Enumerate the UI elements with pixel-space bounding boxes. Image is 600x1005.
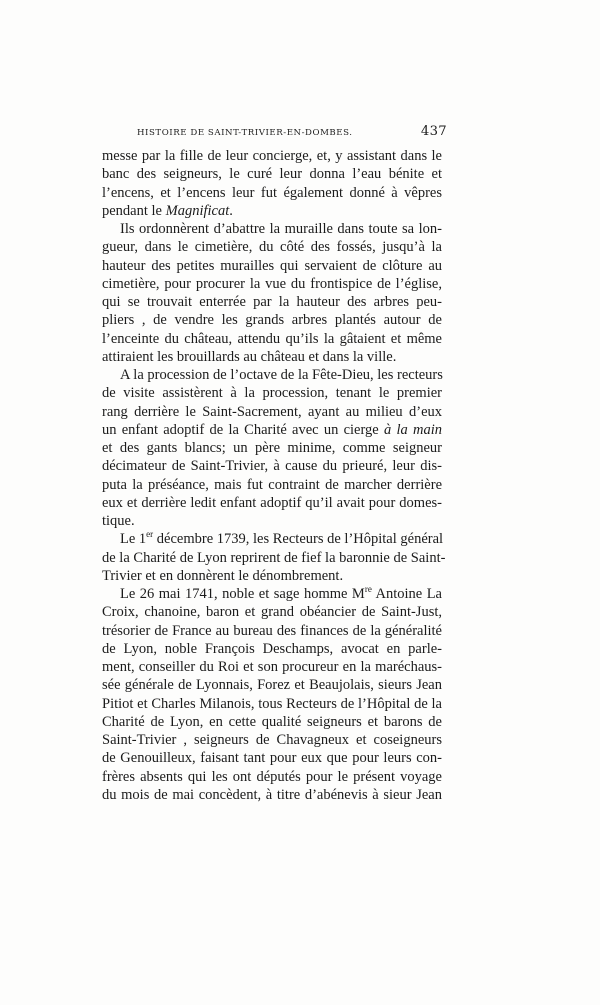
text-line bbox=[102, 530, 442, 548]
text-fragment: pendant le bbox=[102, 202, 166, 219]
page-header bbox=[137, 124, 447, 142]
text-line: et des gants blancs; un père minime, comme seigneur bbox=[102, 440, 442, 456]
text-line: gueur, dans le cimetière, du côté des fossés, jusqu’à la bbox=[102, 239, 442, 256]
text-line: qui se trouvait enterrée par la hauteur des arbres peu- bbox=[102, 294, 442, 310]
text-line: banc des seigneurs, le curé leur donna l’eau bénite et bbox=[102, 166, 442, 183]
text-line: attiraient les brouillards au château et dans la ville. bbox=[102, 348, 397, 365]
italic-term: Magnificat bbox=[165, 202, 230, 219]
text-line: rang derrière le Saint-Sacrement, ayant au milieu d’eux bbox=[102, 403, 442, 420]
text-line: A la procession de l’octave de la Fête-Dieu, les recteurs bbox=[120, 367, 443, 383]
superscript: er bbox=[146, 529, 154, 540]
text-line bbox=[102, 202, 442, 220]
text-line: du mois de mai concèdent, à titre d’abénevis à sieur Jean bbox=[102, 786, 442, 803]
italic-term: à la main bbox=[384, 421, 443, 438]
text-line: messe par la fille de leur concierge, et, y assistant dans le bbox=[102, 148, 442, 164]
text-line: l’encens, et l’encens leur fut également donné à vêpres bbox=[102, 184, 442, 201]
text-line: puta la préséance, mais fut contraint de marcher derrière bbox=[102, 476, 442, 493]
text-fragment: un enfant adoptif de la Charité avec un cierge bbox=[102, 421, 384, 438]
text-fragment: Antoine La bbox=[371, 586, 442, 602]
page-number: 437 bbox=[420, 124, 447, 139]
text-line: cimetière, pour procurer la vue du frontispice de l’église, bbox=[102, 275, 442, 292]
text-line: hauteur des petites murailles qui servaient de clôture au bbox=[102, 257, 442, 274]
text-line: Pitiot et Charles Milanois, tous Recteurs de l’Hôpital de la bbox=[102, 695, 442, 712]
text-line: décimateur de Saint-Trivier, à cause du prieuré, leur dis- bbox=[102, 458, 442, 475]
text-line: ment, conseiller du Roi et son procureur en la maréchaus- bbox=[102, 659, 442, 675]
text-line: Charité de Lyon, en cette qualité seigneurs et barons de bbox=[102, 713, 442, 730]
text-line bbox=[102, 421, 442, 439]
paragraph-5 bbox=[102, 585, 442, 804]
paragraph-1 bbox=[102, 147, 442, 220]
text-line: Trivier et en donnèrent le dénombrement. bbox=[102, 567, 344, 584]
text-line: Saint-Trivier , seigneurs de Chavagneux et coseigneurs bbox=[102, 732, 442, 748]
text-line: Croix, chanoine, baron et grand obéancier de Saint-Just, bbox=[102, 604, 442, 621]
text-line: eux et derrière ledit enfant adoptif qu’il avait pour domes- bbox=[102, 494, 442, 511]
paragraph-3 bbox=[102, 366, 442, 530]
text-line: de la Charité de Lyon reprirent de fief la baronnie de Saint- bbox=[102, 549, 446, 566]
text-fragment: Le 26 mai 1741, noble et sage homme M bbox=[120, 586, 365, 602]
text-line: de Lyon, noble François Deschamps, avocat en parle- bbox=[102, 640, 442, 657]
text-line: l’enceinte du château, attendu qu’ils la gâtaient et même bbox=[102, 330, 442, 347]
text-line bbox=[102, 585, 442, 603]
superscript: re bbox=[364, 584, 372, 595]
text-line: tique. bbox=[102, 513, 135, 529]
running-title: HISTOIRE DE SAINT-TRIVIER-EN-DOMBES. bbox=[137, 128, 353, 138]
text-fragment: . bbox=[229, 202, 233, 219]
text-line: frères absents qui les ont députés pour le présent voyage bbox=[102, 768, 442, 785]
text-line: pliers , de vendre les grands arbres plantés autour de bbox=[102, 312, 442, 329]
text-line: sée générale de Lyonnais, Forez et Beaujolais, sieurs Jean bbox=[102, 677, 442, 694]
text-line: trésorier de France au bureau des finances de la généralité bbox=[102, 622, 442, 639]
paragraph-4 bbox=[102, 529, 446, 585]
text-line: Ils ordonnèrent d’abattre la muraille dans toute sa lon- bbox=[120, 221, 442, 237]
text-line: de Genouilleux, faisant tant pour eux que pour leurs con- bbox=[102, 750, 442, 767]
paragraph-2 bbox=[102, 220, 442, 366]
body-text bbox=[102, 147, 446, 804]
text-fragment: décembre 1739, les Recteurs de l’Hôpital général bbox=[153, 531, 444, 548]
text-line: de visite assistèrent à la procession, tenant le premier bbox=[102, 385, 442, 402]
text-fragment: Le 1 bbox=[120, 531, 147, 548]
